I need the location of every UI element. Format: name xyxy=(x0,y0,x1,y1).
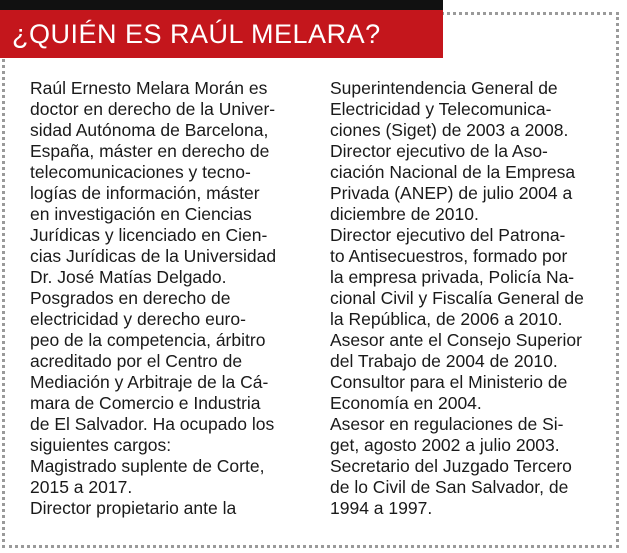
text-line: Privada (ANEP) de julio 2004 a xyxy=(330,183,573,203)
text-line: Secretario del Juzgado Tercero xyxy=(330,456,572,476)
text-line: get, agosto 2002 a julio 2003. xyxy=(330,435,560,455)
text-line: cias Jurídicas de la Universidad xyxy=(30,246,277,266)
text-line: Dr. José Matías Delgado. xyxy=(30,267,227,287)
text-line: diciembre de 2010. xyxy=(330,204,479,224)
text-line: logías de información, máster xyxy=(30,183,260,203)
text-line: de El Salvador. Ha ocupado los xyxy=(30,414,275,434)
text-line: Jurídicas y licenciado en Cien- xyxy=(30,225,268,245)
title-banner xyxy=(0,10,443,58)
text-line: Superintendencia General de xyxy=(330,78,558,98)
text-line: mara de Comercio e Industria xyxy=(30,393,261,413)
text-line: la República, de 2006 a 2010. xyxy=(330,309,563,329)
text-line: peo de la competencia, árbitro xyxy=(30,330,266,350)
text-line: Economía en 2004. xyxy=(330,393,482,413)
text-line: del Trabajo de 2004 de 2010. xyxy=(330,351,558,371)
text-line: doctor en derecho de la Univer- xyxy=(30,99,276,119)
text-line: 1994 a 1997. xyxy=(330,498,433,518)
text-line: Magistrado suplente de Corte, xyxy=(30,456,265,476)
text-line: to Antisecuestros, formado por xyxy=(330,246,568,266)
left-column xyxy=(30,78,320,519)
text-line: la empresa privada, Policía Na- xyxy=(330,267,575,287)
text-line: acreditado por el Centro de xyxy=(30,351,243,371)
text-line: 2015 a 2017. xyxy=(30,477,133,497)
text-line: telecomunicaciones y tecno- xyxy=(30,162,251,182)
text-line: Director propietario ante la xyxy=(30,498,237,518)
text-line: ciación Nacional de la Empresa xyxy=(330,162,576,182)
text-line: España, máster en derecho de xyxy=(30,141,270,161)
text-line: Consultor para el Ministerio de xyxy=(330,372,568,392)
text-line: Asesor ante el Consejo Superior xyxy=(330,330,582,350)
text-line: Mediación y Arbitraje de la Cá- xyxy=(30,372,269,392)
text-line: Director ejecutivo del Patrona- xyxy=(330,225,566,245)
text-line: Director ejecutivo de la Aso- xyxy=(330,141,548,161)
header-top-bar xyxy=(0,0,443,10)
text-line: sidad Autónoma de Barcelona, xyxy=(30,120,269,140)
text-line: cional Civil y Fiscalía General de xyxy=(330,288,584,308)
text-line: Posgrados en derecho de xyxy=(30,288,231,308)
right-column xyxy=(330,78,610,519)
text-line: Electricidad y Telecomunica- xyxy=(330,99,552,119)
page-title: ¿QUIÉN ES RAÚL MELARA? xyxy=(12,19,381,49)
text-line: ciones (Siget) de 2003 a 2008. xyxy=(330,120,569,140)
text-line: de lo Civil de San Salvador, de xyxy=(330,477,569,497)
text-line: Asesor en regulaciones de Si- xyxy=(330,414,564,434)
text-line: en investigación en Ciencias xyxy=(30,204,252,224)
text-line: Raúl Ernesto Melara Morán es xyxy=(30,78,268,98)
text-line: electricidad y derecho euro- xyxy=(30,309,246,329)
text-line: siguientes cargos: xyxy=(30,435,172,455)
